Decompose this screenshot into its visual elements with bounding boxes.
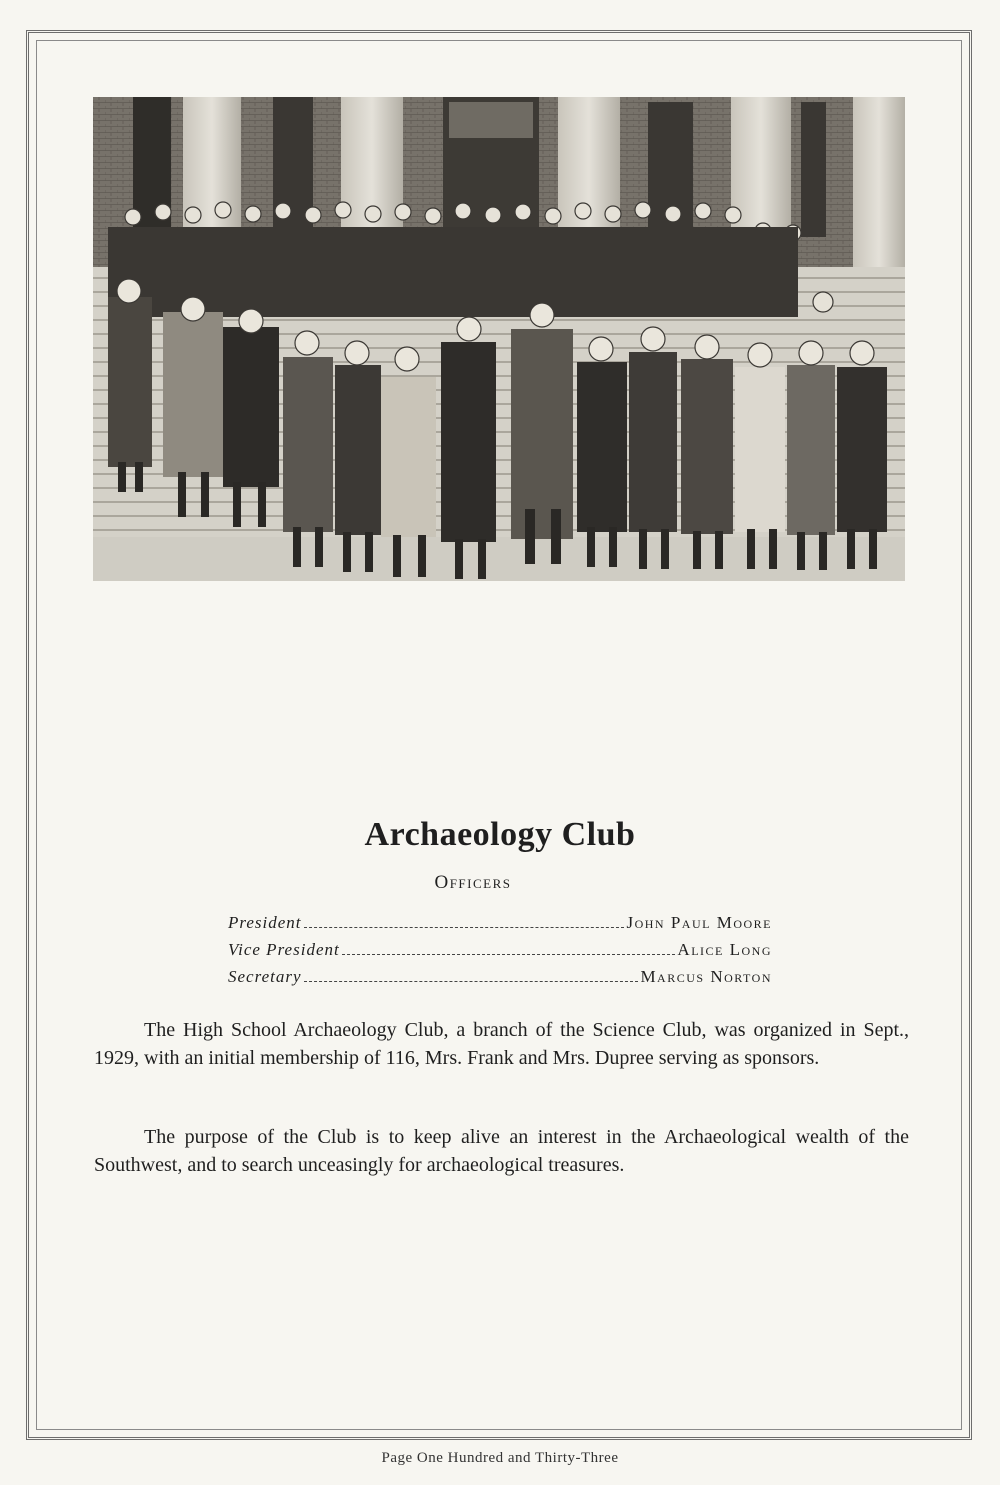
leader-dots <box>304 927 625 928</box>
officer-role: Secretary <box>228 967 302 986</box>
officer-name: Marcus Norton <box>640 967 772 986</box>
officers-heading: Officers <box>434 872 512 893</box>
officer-row-vice-president <box>228 939 772 961</box>
leader-dots <box>304 981 639 982</box>
officer-name: John Paul Moore <box>626 913 772 932</box>
officer-role: President <box>228 913 302 932</box>
officer-row-president <box>228 912 772 934</box>
page-number-footer: Page One Hundred and Thirty-Three <box>381 1450 619 1466</box>
page-title: Archaeology Club <box>364 815 636 853</box>
leader-dots <box>342 954 676 955</box>
officer-role: Vice President <box>228 940 340 959</box>
officer-row-secretary <box>228 966 772 988</box>
body-paragraph-history: The High School Archaeology Club, a branch of the Science Club, was organized in Sept., 1929, with an initial membership of 116, Mrs. Frank and Mrs. Dupree serving as sponsors. <box>94 1019 909 1069</box>
club-group-photo <box>93 97 905 581</box>
officer-name: Alice Long <box>677 940 772 959</box>
body-paragraph-purpose: The purpose of the Club is to keep alive an interest in the Archaeological wealth of the Southwest, and to search unceasingly for archaeological treasures. <box>94 1126 909 1176</box>
